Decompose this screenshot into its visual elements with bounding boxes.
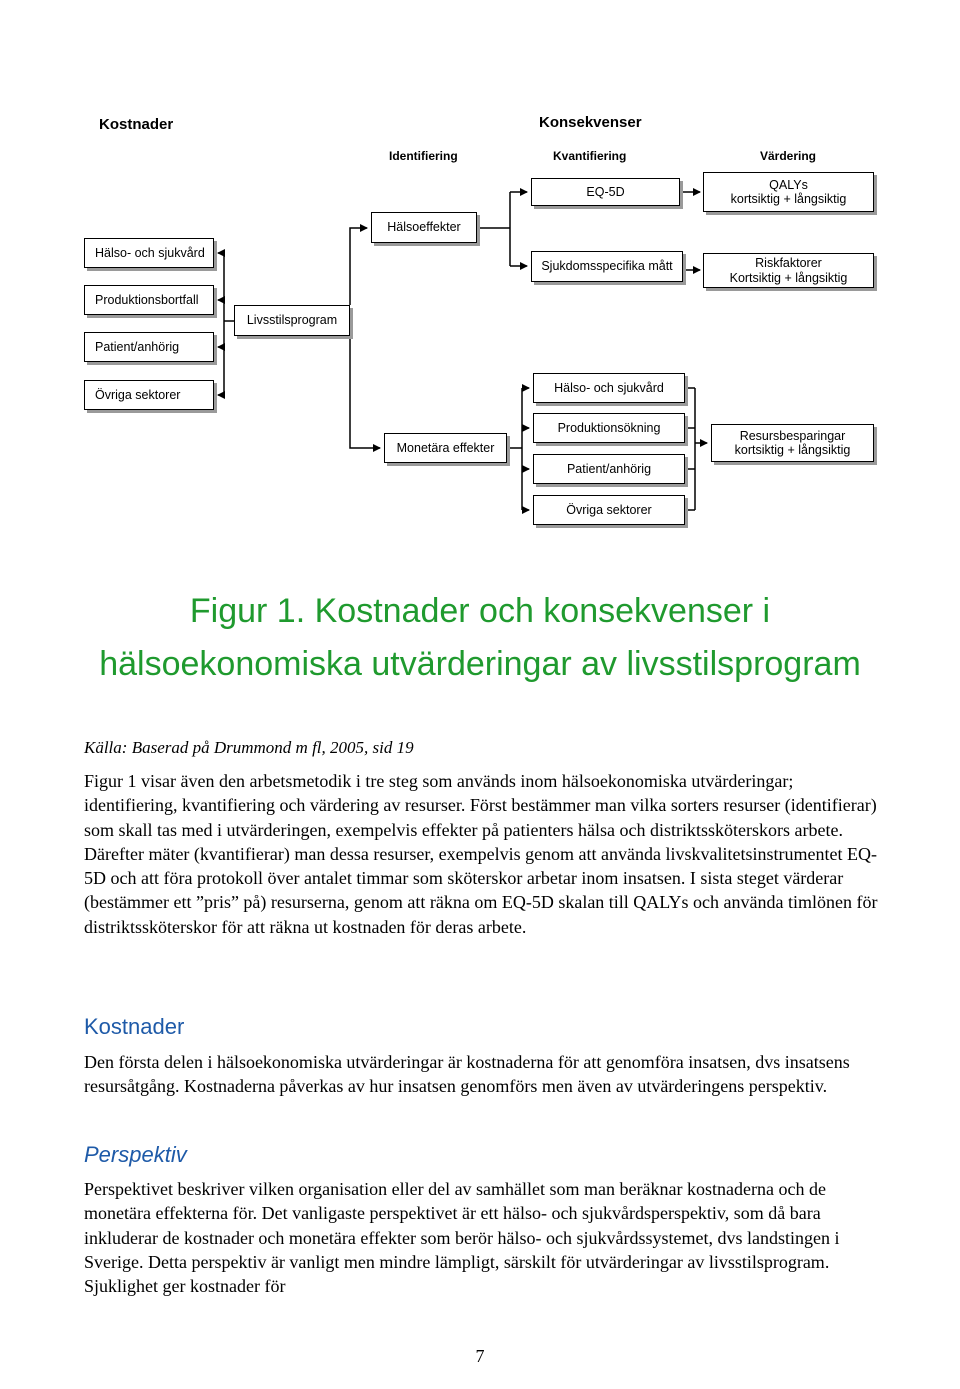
- money-box-other-sectors: Övriga sektorer: [533, 495, 685, 525]
- qalys-box: QALYs kortsiktig + långsiktig: [703, 172, 874, 212]
- figure-title: Figur 1. Kostnader och konsekvenser i hälsoekonomiska utvärderingar av livsstilsprogram: [99, 592, 861, 683]
- money-box-production-increase: Produktionsökning: [533, 413, 685, 443]
- health-effects-box: Hälsoeffekter: [371, 212, 477, 243]
- heading-kostnader: Kostnader: [84, 1014, 185, 1039]
- paragraph-kostnader: Den första delen i hälsoekonomiska utvärderingar är kostnaderna för att genomföra insatsen, dvs insatsens resursåtgång. Kostnaderna påverkas av hur insatsen genomförs men även av utvärderingens perspektiv.: [84, 1052, 850, 1097]
- eq5d-box: EQ-5D: [531, 178, 680, 206]
- quantification-label: Kvantifiering: [553, 149, 627, 163]
- consequences-heading: Konsekvenser: [539, 114, 642, 131]
- paragraph-perspektiv: Perspektivet beskriver vilken organisation eller del av samhället som man beräknar kostnaderna och de monetära effekterna för. Det vanligaste perspektivet är ett hälso- och sjukvårdsperspektiv, som då bara inkluderar de kostnader och monetära effekter som berör hälso- och sjukvårdssystemet, dvs landstingen i Sverige. Detta perspektiv är vanligt men mindre lämpligt, särskilt för utvärderingar av livsstilsprogram. Sjuklighet ger kostnader för: [84, 1179, 840, 1297]
- valuation-label: Värdering: [760, 149, 817, 163]
- disease-measure-box: Sjukdomsspecifika mått: [531, 251, 683, 282]
- intervention-box: Livsstilsprogram: [234, 305, 350, 336]
- cost-consequence-diagram: [0, 0, 960, 560]
- cost-box-production-loss: Produktionsbortfall: [84, 285, 214, 315]
- page-number: 7: [475, 1346, 485, 1366]
- money-box-healthcare: Hälso- och sjukvård: [533, 373, 685, 403]
- identification-label: Identifiering: [389, 149, 458, 163]
- monetary-effects-box: Monetära effekter: [384, 433, 507, 463]
- cost-box-healthcare: Hälso- och sjukvård: [84, 238, 214, 268]
- risk-factors-box: Riskfaktorer Kortsiktig + långsiktig: [703, 253, 874, 288]
- figure-source: Källa: Baserad på Drummond m fl, 2005, sid 19: [84, 738, 414, 757]
- cost-box-patient: Patient/anhörig: [84, 332, 214, 362]
- cost-box-other-sectors: Övriga sektorer: [84, 380, 214, 410]
- heading-perspektiv: Perspektiv: [84, 1142, 187, 1167]
- paragraph-method: Figur 1 visar även den arbetsmetodik i tre steg som används inom hälsoekonomiska utvärderingar; identifiering, kvantifiering och värdering av resurser. Först bestämmer man vilka sorters resurser (identifierar) som skall tas med i utvärderingen, exempelvis effekter på patienters hälsa och distriktssköterskors arbete. Därefter mäter (kvantifierar) man dessa resurser, exempelvis genom att använda livskvalitetsinstrumentet EQ-5D och att föra protokoll över antalet timmar som sköterskor arbetar inom insatsen. I sista steget värderar (bestämmer ett ”pris” på) resurserna, genom att räkna om EQ-5D skalan till QALYs och använda timlönen för distriktssköterskor för att räkna ut kostnaden för deras arbete.: [84, 771, 878, 937]
- money-box-patient: Patient/anhörig: [533, 454, 685, 484]
- resource-savings-box: Resursbesparingar kortsiktig + långsiktig: [711, 424, 874, 462]
- costs-heading: Kostnader: [99, 116, 174, 133]
